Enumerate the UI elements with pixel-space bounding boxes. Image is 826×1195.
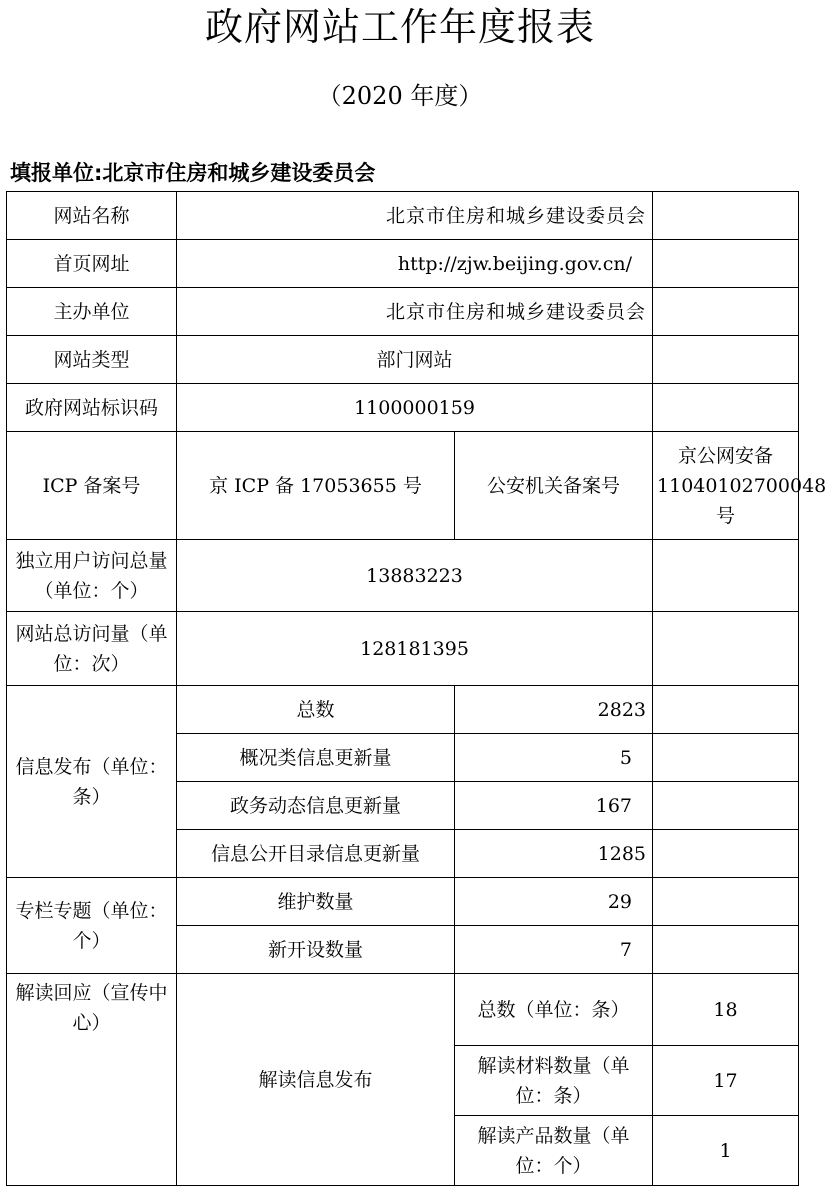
table-row: [7, 288, 799, 336]
empty-cell: [653, 830, 799, 878]
reporting-unit: 填报单位:北京市住房和城乡建设委员会: [10, 161, 376, 185]
table-row: [7, 432, 799, 540]
sub-label: 维护数量: [177, 878, 455, 926]
interpretation-sub-label: 解读信息发布: [177, 974, 455, 1186]
sub-label: 信息公开目录信息更新量: [177, 830, 455, 878]
row-value: 部门网站: [177, 336, 653, 384]
report-year: （2020 年度）: [317, 82, 483, 110]
sub-value: 18: [653, 974, 799, 1046]
empty-cell: [653, 336, 799, 384]
row-label: 网站类型: [7, 336, 177, 384]
sub-value: 5: [455, 734, 653, 782]
sub-value: 1: [653, 1116, 799, 1186]
empty-cell: [653, 240, 799, 288]
sub-value: 2823: [455, 686, 653, 734]
row-value: 1100000159: [177, 384, 653, 432]
table-row: [7, 540, 799, 612]
row-label: 独立用户访问总量（单位：个）: [7, 540, 177, 612]
table-row: [7, 878, 799, 926]
icp-number: 京 ICP 备 17053655 号: [177, 432, 455, 540]
sub-label: 新开设数量: [177, 926, 455, 974]
empty-cell: [653, 288, 799, 336]
table-row: [7, 384, 799, 432]
row-value: 北京市住房和城乡建设委员会: [177, 288, 653, 336]
police-record-number: 京公网安备 11040102700048 号: [653, 432, 799, 540]
sub-label: 概况类信息更新量: [177, 734, 455, 782]
interpretation-label: 解读回应（宣传中心）: [7, 974, 177, 1186]
columns-label: 专栏专题（单位：个）: [7, 878, 177, 974]
row-label: 网站总访问量（单位：次）: [7, 612, 177, 686]
table-row: [7, 612, 799, 686]
sub-label: 总数: [177, 686, 455, 734]
row-value: 128181395: [177, 612, 653, 686]
table-row: [7, 192, 799, 240]
sub-label: 解读产品数量（单位：个）: [455, 1116, 653, 1186]
empty-cell: [653, 734, 799, 782]
row-label: ICP 备案号: [7, 432, 177, 540]
sub-value: 29: [455, 878, 653, 926]
info-publish-label: 信息发布（单位：条）: [7, 686, 177, 878]
row-label: 主办单位: [7, 288, 177, 336]
row-value: 北京市住房和城乡建设委员会: [177, 192, 653, 240]
sub-value: 17: [653, 1046, 799, 1116]
empty-cell: [653, 384, 799, 432]
sub-label: 解读材料数量（单位：条）: [455, 1046, 653, 1116]
homepage-url: http://zjw.beijing.gov.cn/: [177, 240, 653, 288]
table-row: [7, 686, 799, 734]
sub-value: 167: [455, 782, 653, 830]
police-record-label: 公安机关备案号: [455, 432, 653, 540]
row-value: 13883223: [177, 540, 653, 612]
empty-cell: [653, 192, 799, 240]
empty-cell: [653, 540, 799, 612]
row-label: 首页网址: [7, 240, 177, 288]
report-title: 政府网站工作年度报表: [204, 5, 595, 49]
row-label: 网站名称: [7, 192, 177, 240]
empty-cell: [653, 686, 799, 734]
table-row: [7, 240, 799, 288]
empty-cell: [653, 782, 799, 830]
row-label: 政府网站标识码: [7, 384, 177, 432]
table-row: [7, 336, 799, 384]
report-table: [6, 191, 826, 1186]
sub-label: 政务动态信息更新量: [177, 782, 455, 830]
empty-cell: [653, 878, 799, 926]
sub-label: 总数（单位：条）: [455, 974, 653, 1046]
sub-value: 7: [455, 926, 653, 974]
sub-value: 1285: [455, 830, 653, 878]
empty-cell: [653, 612, 799, 686]
table-row: [7, 974, 799, 1046]
empty-cell: [653, 926, 799, 974]
